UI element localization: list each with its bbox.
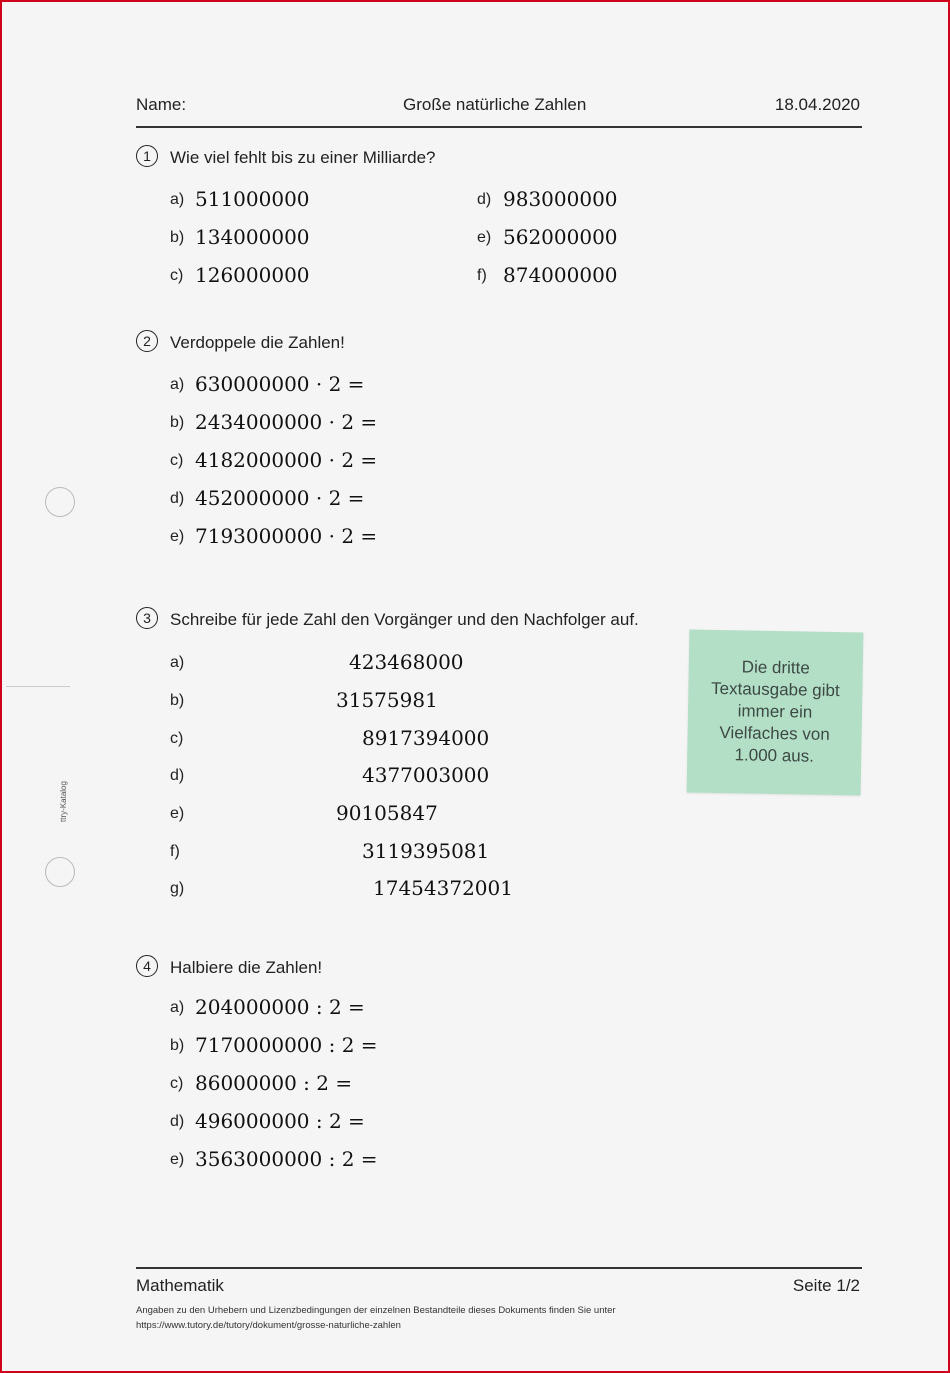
q1-item-expr: 874000000 (503, 263, 618, 287)
footer-attribution-url: https://www.tutory.de/tutory/dokument/grosse-naturliche-zahlen (136, 1320, 401, 1331)
q1-item-label: c) (170, 267, 184, 284)
side-label: ttry-Katalog (58, 781, 68, 822)
q4-item-label: d) (170, 1113, 185, 1130)
q1-item-label: a) (170, 191, 185, 208)
q2-item-expr: 7193000000 · 2 = (195, 524, 378, 548)
q2-item-label: c) (170, 452, 184, 469)
question-4-number: 4 (136, 955, 158, 977)
q3-item-expr: 8917394000 (362, 726, 490, 750)
q1-item-label: f) (477, 267, 487, 284)
q1-item-expr: 134000000 (195, 225, 310, 249)
footer-subject: Mathematik (136, 1276, 224, 1295)
question-2-text: Verdoppele die Zahlen! (170, 333, 345, 352)
q2-item-expr: 630000000 · 2 = (195, 372, 365, 396)
q2-item-label: b) (170, 414, 185, 431)
q1-item-expr: 562000000 (503, 225, 618, 249)
q2-item-expr: 2434000000 · 2 = (195, 410, 378, 434)
q4-item-expr: 3563000000 : 2 = (195, 1147, 378, 1171)
q3-item-expr: 17454372001 (373, 876, 513, 900)
q3-item-label: d) (170, 767, 185, 784)
q4-item-expr: 204000000 : 2 = (195, 995, 365, 1019)
q4-item-expr: 7170000000 : 2 = (195, 1033, 378, 1057)
punch-hole-top (45, 487, 75, 517)
q3-item-label: a) (170, 654, 185, 671)
footer-attribution-line1: Angaben zu den Urhebern und Lizenzbedingungen der einzelnen Bestandteile dieses Dokuments finden Sie unter (136, 1305, 616, 1316)
name-label: Name: (136, 95, 187, 114)
question-3-number: 3 (136, 607, 158, 629)
q3-item-expr: 4377003000 (362, 763, 490, 787)
punch-hole-bottom (45, 857, 75, 887)
q4-item-label: c) (170, 1075, 184, 1092)
q2-item-label: e) (170, 528, 185, 545)
fold-mark (6, 686, 70, 687)
q1-item-label: d) (477, 191, 492, 208)
q1-item-expr: 126000000 (195, 263, 310, 287)
q4-item-label: a) (170, 999, 185, 1016)
hint-note (687, 629, 864, 795)
q2-item-label: a) (170, 376, 185, 393)
footer-rule (136, 1267, 862, 1269)
q2-item-expr: 4182000000 · 2 = (195, 448, 378, 472)
question-1-text: Wie viel fehlt bis zu einer Milliarde? (170, 148, 436, 167)
q3-item-expr: 31575981 (336, 688, 438, 712)
q2-item-label: d) (170, 490, 185, 507)
q3-item-label: c) (170, 730, 184, 747)
q1-item-expr: 983000000 (503, 187, 618, 211)
question-4-text: Halbiere die Zahlen! (170, 958, 323, 977)
q3-item-label: g) (170, 880, 185, 897)
page-title: Große natürliche Zahlen (403, 95, 587, 114)
q1-item-label: b) (170, 229, 185, 246)
q1-item-expr: 511000000 (195, 187, 310, 211)
q3-item-label: f) (170, 843, 180, 860)
q2-item-expr: 452000000 · 2 = (195, 486, 365, 510)
header-rule (136, 126, 862, 128)
question-2-number: 2 (136, 330, 158, 352)
hint-note-text: Die dritte Textausgabe gibt immer ein Vielfaches von 1.000 aus. (710, 657, 840, 766)
q4-item-label: e) (170, 1151, 185, 1168)
date: 18.04.2020 (774, 95, 860, 114)
q3-item-label: e) (170, 805, 185, 822)
q4-item-expr: 86000000 : 2 = (195, 1071, 353, 1095)
q4-item-expr: 496000000 : 2 = (195, 1109, 365, 1133)
q3-item-expr: 423468000 (349, 650, 464, 674)
question-1-number: 1 (136, 145, 158, 167)
question-3-text: Schreibe für jede Zahl den Vorgänger und den Nachfolger auf. (170, 610, 639, 629)
q4-item-label: b) (170, 1037, 185, 1054)
q1-item-label: e) (477, 229, 492, 246)
q3-item-expr: 3119395081 (362, 839, 490, 863)
q3-item-label: b) (170, 692, 185, 709)
q3-item-expr: 90105847 (336, 801, 438, 825)
footer-page-number: Seite 1/2 (792, 1276, 860, 1295)
